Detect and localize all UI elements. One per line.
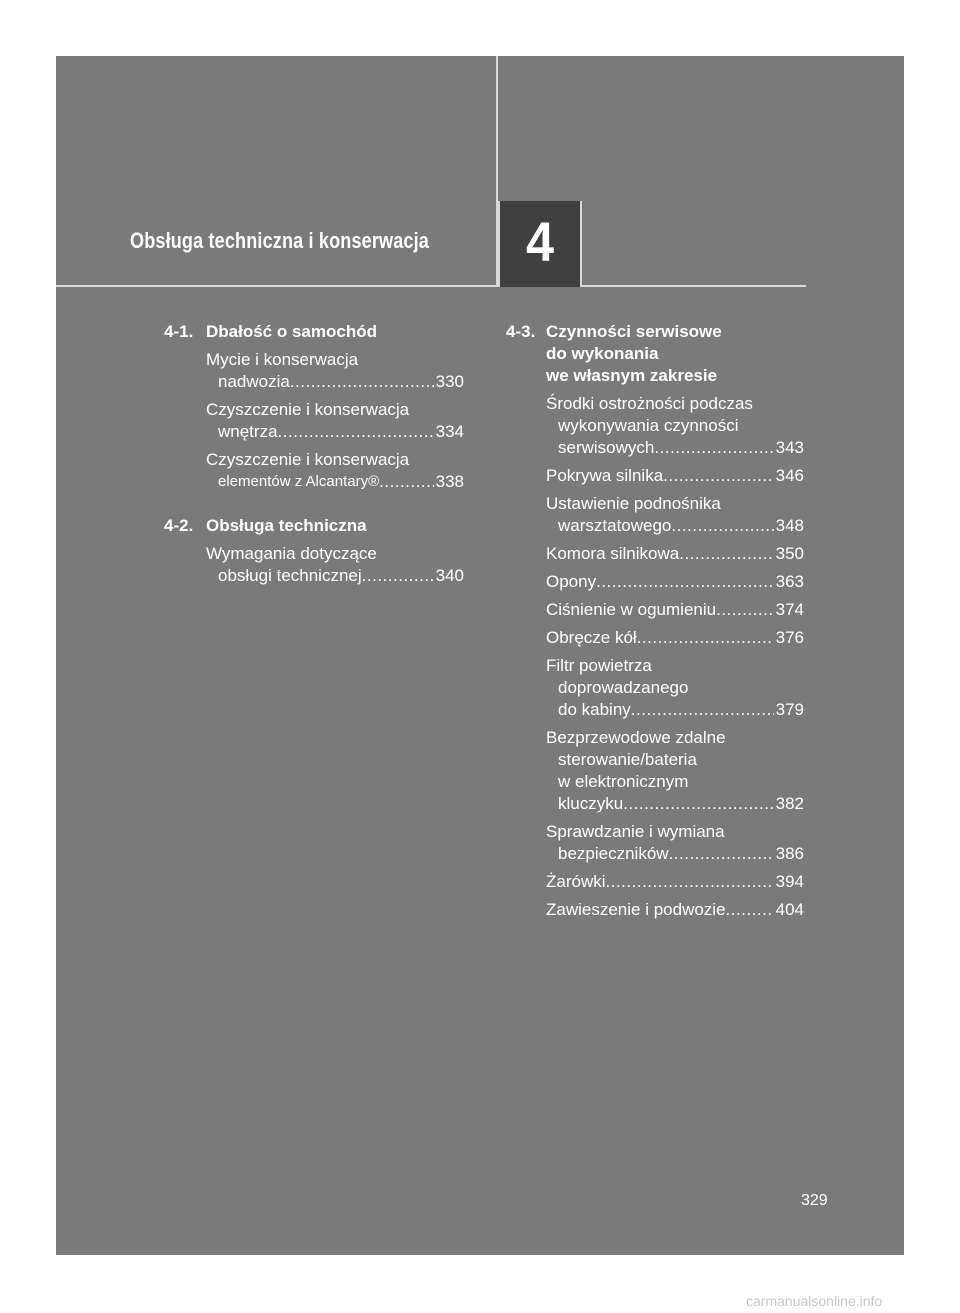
entry-title-line: warsztatowego bbox=[558, 516, 672, 535]
dot-leader bbox=[362, 565, 434, 587]
entry-title-line: Filtr powietrza bbox=[546, 656, 652, 675]
toc-entry[interactable] bbox=[164, 349, 464, 393]
entry-last-line bbox=[546, 843, 804, 865]
section-heading bbox=[164, 321, 464, 343]
toc-entry[interactable] bbox=[164, 449, 464, 493]
entry-title-line: Ustawienie podnośnika bbox=[546, 494, 721, 513]
entry-last-line bbox=[546, 871, 804, 893]
toc-entry[interactable] bbox=[506, 821, 804, 865]
entry-title-line: Obręcze kół bbox=[546, 628, 637, 647]
dot-leader bbox=[290, 371, 434, 393]
entry-title-line: bezpieczników bbox=[558, 844, 669, 863]
entry-title-line: Bezprzewodowe zdalne bbox=[546, 728, 726, 747]
toc-entry[interactable] bbox=[506, 899, 804, 921]
entry-title-line: Czyszczenie i konserwacja bbox=[206, 450, 410, 469]
dot-leader bbox=[679, 543, 773, 565]
dot-leader bbox=[716, 599, 774, 621]
dot-leader bbox=[631, 699, 774, 721]
entry-title-line: sterowanie/bateria bbox=[558, 750, 697, 769]
entry-title-line: Opony bbox=[546, 572, 597, 591]
toc-entry[interactable] bbox=[506, 599, 804, 621]
dot-leader bbox=[726, 899, 774, 921]
entry-page-number: 334 bbox=[435, 422, 464, 441]
entry-page-number: 330 bbox=[435, 372, 464, 391]
horizontal-divider bbox=[56, 285, 806, 287]
toc-section bbox=[164, 515, 464, 587]
entry-title-line: Mycie i konserwacja bbox=[206, 350, 359, 369]
section-title: Dbałość o samochód bbox=[206, 322, 377, 341]
entry-title-line: Ciśnienie w ogumieniu bbox=[546, 600, 717, 619]
section-heading bbox=[506, 321, 804, 387]
entry-page-number: 350 bbox=[775, 544, 804, 563]
toc-entry[interactable] bbox=[506, 393, 804, 459]
entry-title-line: Komora silnikowa bbox=[546, 544, 680, 563]
chapter-number: 4 bbox=[525, 210, 555, 273]
section-title: Czynności serwisowe do wykonania we własnym zakresie bbox=[546, 322, 722, 385]
entry-title-line: w elektronicznym bbox=[558, 772, 689, 791]
entry-title-line: Sprawdzanie i wymiana bbox=[546, 822, 725, 841]
dot-leader bbox=[596, 571, 774, 593]
entry-page-number: 386 bbox=[775, 844, 804, 863]
entry-title-line: doprowadzanego bbox=[558, 678, 689, 697]
entry-title-line: serwisowych bbox=[558, 438, 655, 457]
entry-last-line bbox=[546, 465, 804, 487]
entry-last-line bbox=[206, 471, 464, 493]
entry-title-line: Pokrywa silnika bbox=[546, 466, 664, 485]
entry-last-line bbox=[546, 793, 804, 815]
footer-watermark: carmanualsonline.info bbox=[746, 1293, 883, 1309]
entry-last-line bbox=[546, 899, 804, 921]
entry-title-line: nadwozia bbox=[218, 372, 290, 391]
toc-entry[interactable] bbox=[506, 871, 804, 893]
entry-title-line: elementów z Alcantary® bbox=[218, 473, 380, 490]
entry-last-line bbox=[206, 565, 464, 587]
toc-section bbox=[506, 321, 804, 921]
dot-leader bbox=[654, 437, 773, 459]
entry-page-number: 374 bbox=[775, 600, 804, 619]
entry-page-number: 363 bbox=[775, 572, 804, 591]
toc-left-column bbox=[164, 321, 464, 609]
dot-leader bbox=[606, 871, 774, 893]
entry-title-line: Środki ostrożności podczas bbox=[546, 394, 753, 413]
toc-entry[interactable] bbox=[164, 543, 464, 587]
toc-entry[interactable] bbox=[506, 493, 804, 537]
entry-page-number: 394 bbox=[775, 872, 804, 891]
dot-leader bbox=[669, 843, 774, 865]
section-title: Obsługa techniczna bbox=[206, 516, 367, 535]
dot-leader bbox=[671, 515, 773, 537]
entry-title-line: wnętrza bbox=[218, 422, 278, 441]
toc-entry[interactable] bbox=[506, 727, 804, 815]
entry-last-line bbox=[546, 543, 804, 565]
toc-entry[interactable] bbox=[506, 465, 804, 487]
entry-last-line bbox=[546, 571, 804, 593]
entry-page-number: 338 bbox=[435, 472, 464, 491]
entry-last-line bbox=[546, 699, 804, 721]
entry-page-number: 376 bbox=[775, 628, 804, 647]
section-number: 4-3. bbox=[506, 322, 536, 341]
chapter-number-box bbox=[498, 201, 582, 287]
toc-entry[interactable] bbox=[164, 399, 464, 443]
entry-page-number: 340 bbox=[435, 566, 464, 585]
dot-leader bbox=[379, 471, 433, 493]
entry-page-number: 346 bbox=[775, 466, 804, 485]
entry-title-line: Wymagania dotyczące bbox=[206, 544, 377, 563]
entry-title-line: do kabiny bbox=[558, 700, 631, 719]
dot-leader bbox=[623, 793, 773, 815]
entry-page-number: 382 bbox=[775, 794, 804, 813]
chapter-title: Obsługa techniczna i konserwacja bbox=[130, 228, 430, 253]
entry-last-line bbox=[546, 515, 804, 537]
toc-right-column bbox=[506, 321, 804, 943]
entry-last-line bbox=[546, 599, 804, 621]
entry-title-line: kluczyku bbox=[558, 794, 624, 813]
entry-title-line: Czyszczenie i konserwacja bbox=[206, 400, 410, 419]
entry-title-line: obsługi technicznej bbox=[218, 566, 362, 585]
entry-page-number: 343 bbox=[775, 438, 804, 457]
entry-title-line: Zawieszenie i podwozie bbox=[546, 900, 726, 919]
section-number: 4-2. bbox=[164, 516, 194, 535]
entry-last-line bbox=[546, 627, 804, 649]
entry-title-line: Żarówki bbox=[546, 872, 606, 891]
toc-entry[interactable] bbox=[506, 627, 804, 649]
toc-section bbox=[164, 321, 464, 493]
entry-page-number: 404 bbox=[775, 900, 804, 919]
chapter-page bbox=[56, 56, 904, 1255]
entry-title-line: wykonywania czynności bbox=[558, 416, 739, 435]
toc-entry[interactable] bbox=[506, 543, 804, 565]
section-heading bbox=[164, 515, 464, 537]
entry-page-number: 379 bbox=[775, 700, 804, 719]
section-number: 4-1. bbox=[164, 322, 194, 341]
toc-entry[interactable] bbox=[506, 571, 804, 593]
entry-last-line bbox=[206, 421, 464, 443]
entry-last-line bbox=[546, 437, 804, 459]
entry-page-number: 348 bbox=[775, 516, 804, 535]
dot-leader bbox=[663, 465, 773, 487]
dot-leader bbox=[278, 421, 434, 443]
page-number: 329 bbox=[801, 1192, 828, 1209]
entry-last-line bbox=[206, 371, 464, 393]
dot-leader bbox=[637, 627, 774, 649]
toc-entry[interactable] bbox=[506, 655, 804, 721]
